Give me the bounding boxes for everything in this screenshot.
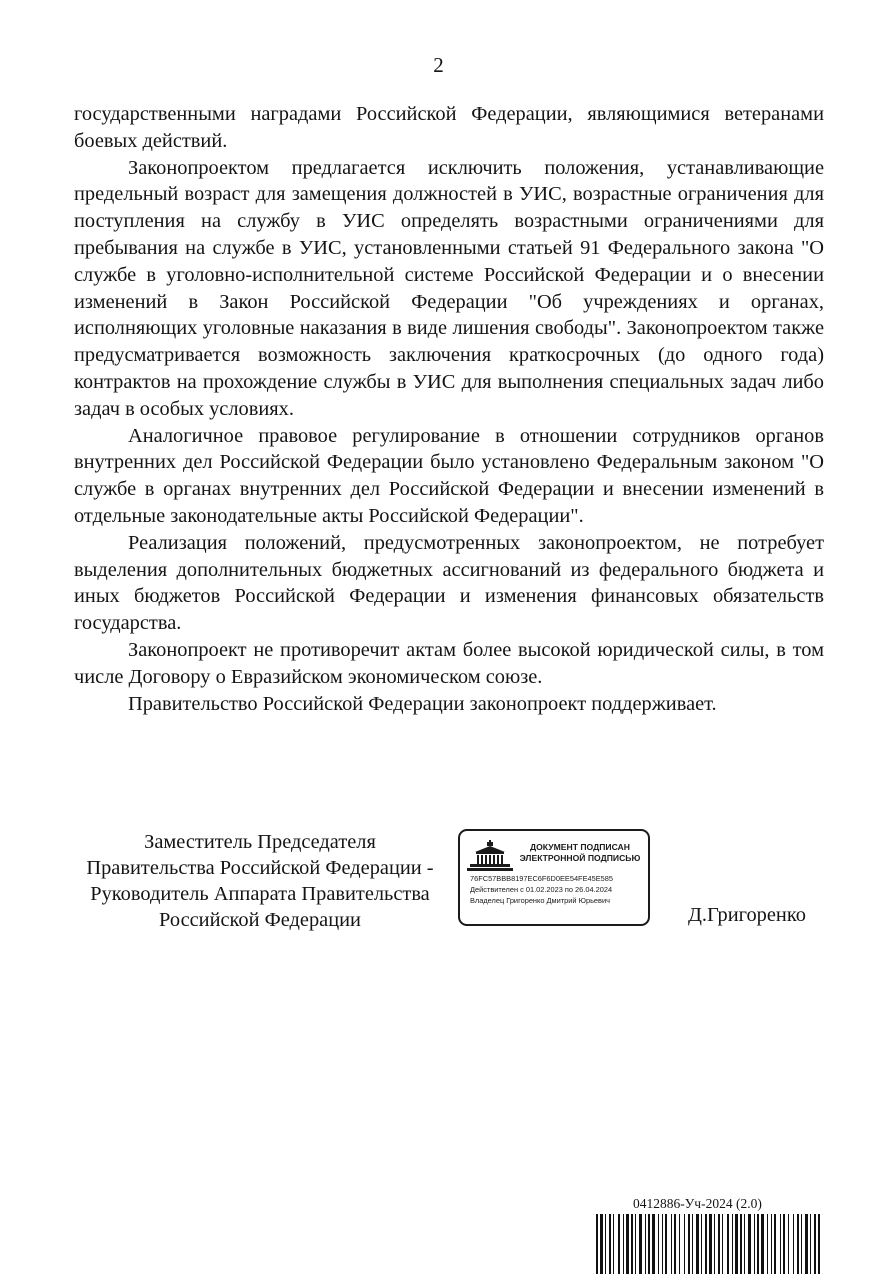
- paragraph-government-support: Правительство Российской Федерации законопроект поддерживает.: [128, 692, 717, 715]
- signatory-position: [60, 829, 460, 933]
- document-code: 0412886-Уч-2024 (2.0): [633, 1196, 762, 1211]
- signatory-line: Руководитель Аппарата Правительства: [90, 883, 430, 905]
- paragraph-budget: Реализация положений, предусмотренных законопроектом, не потребует выделения дополнительных бюджетных ассигнований из федерального бюджета и иных бюджетов Российской Федерации и изменения финансовых обязательств государства.: [74, 531, 824, 635]
- signatory-line: Российской Федерации: [159, 909, 361, 931]
- page-number: 2: [433, 53, 444, 77]
- signatory-line: Заместитель Председателя: [144, 831, 376, 853]
- signer-name: Д.Григоренко: [688, 904, 806, 926]
- paragraph-veterans-tail: государственными наградами Российской Федерации, являющимися ветеранами боевых действий.: [74, 103, 824, 152]
- stamp-title-line: ДОКУМЕНТ ПОДПИСАН: [530, 842, 630, 852]
- stamp-validity: Действителен с 01.02.2023 по 26.04.2024: [470, 885, 613, 894]
- paragraph-legal-force: Законопроект не противоречит актам более высокой юридической силы, в том числе Договору о Евразийском экономическом союзе.: [74, 638, 824, 688]
- stamp-title: [516, 842, 644, 864]
- government-building-icon: [467, 840, 513, 872]
- stamp-title-line: ЭЛЕКТРОННОЙ ПОДПИСЬЮ: [519, 853, 641, 863]
- stamp-owner: Владелец Григоренко Дмитрий Юрьевич: [470, 896, 610, 905]
- document-body: [74, 101, 824, 717]
- signatory-line: Правительства Российской Федерации -: [86, 857, 434, 879]
- stamp-certificate: 76FC57BBB8197EC6F6D0EE54FE45E585: [470, 874, 613, 883]
- barcode-icon: [596, 1214, 820, 1274]
- paragraph-age-limits: Законопроектом предлагается исключить положения, устанавливающие предельный возраст для замещения должностей в УИС, возрастные ограничения для поступления на службу в УИС определять возрастными ограничениями для пребывания на службе в УИС, установленными статьей 91 Федерального закона "О службе в уголовно-исполнительной системе Российской Федерации и о внесении изменений в Закон Российской Федерации "Об учреждениях и органах, исполняющих уголовные наказания в виде лишения свободы". Законопроектом также предусматривается возможность заключения краткосрочных (до одного года) контрактов на прохождение службы в УИС для выполнения специальных задач либо задач в особых условиях.: [74, 156, 824, 420]
- paragraph-analogous-regulation: Аналогичное правовое регулирование в отношении сотрудников органов внутренних дел Российской Федерации было установлено Федеральным законом "О службе в органах внутренних дел Российской Федерации и внесении изменений в отдельные законодательные акты Российской Федерации".: [74, 424, 824, 527]
- electronic-signature-stamp: [458, 829, 650, 926]
